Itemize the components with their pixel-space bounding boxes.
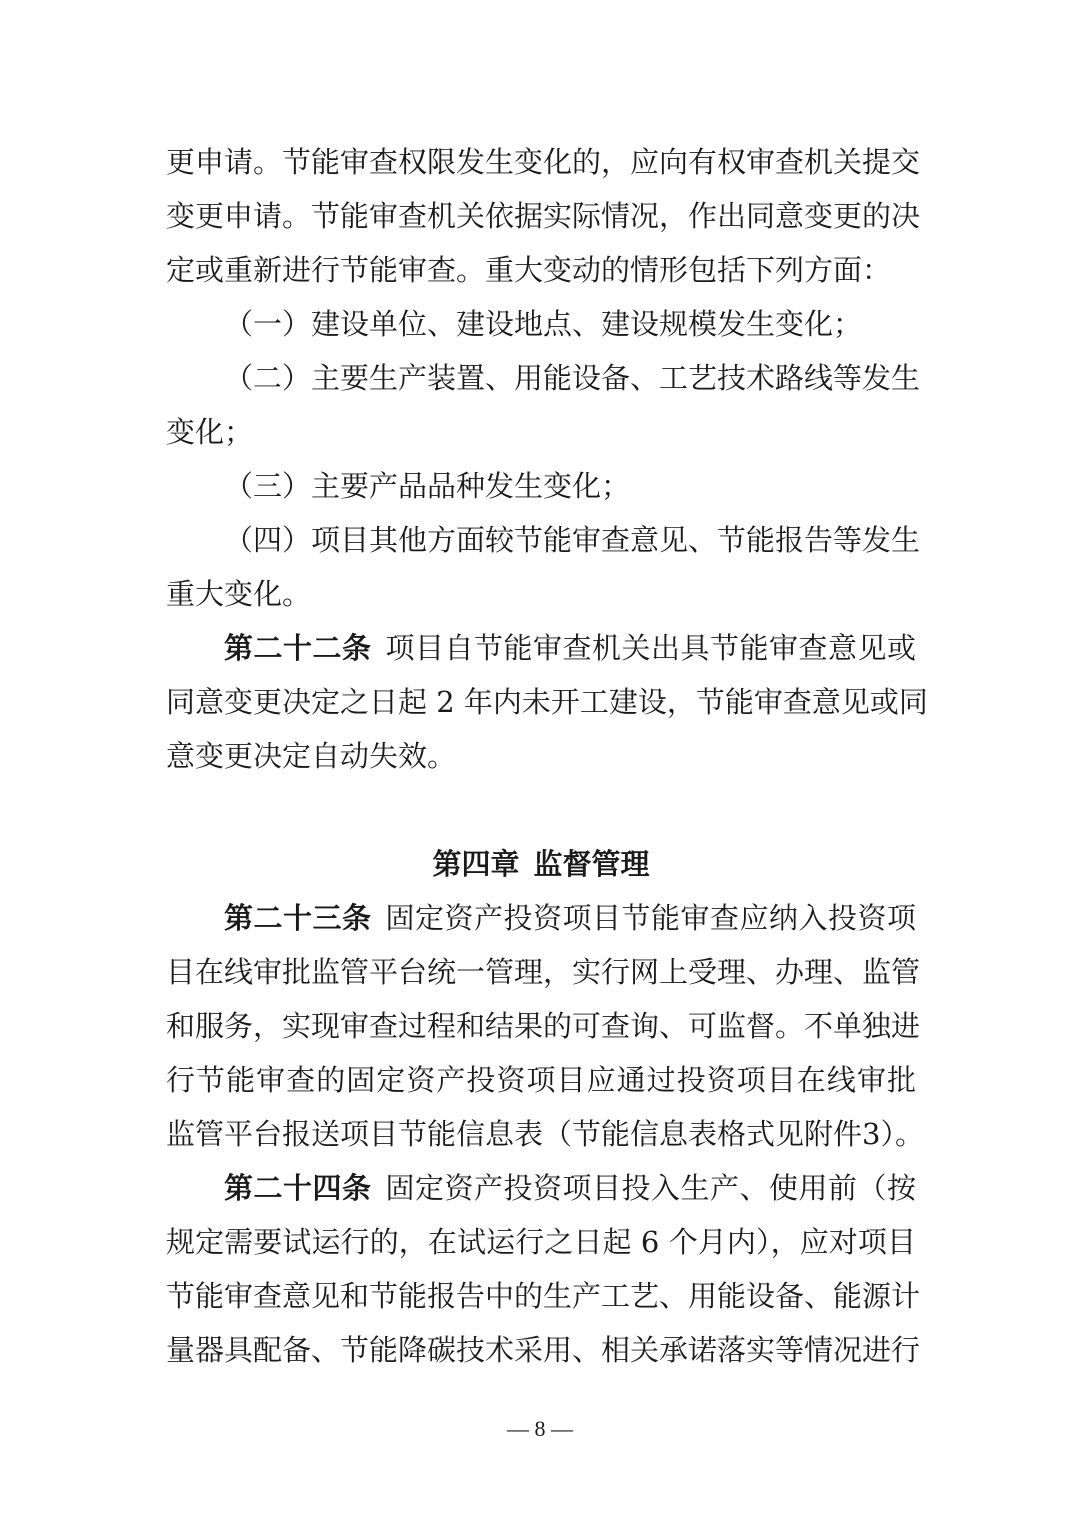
text-line: 监管平台报送项目节能信息表（节能信息表格式见附件3）。 bbox=[166, 1117, 924, 1151]
text-line: 和服务，实现审查过程和结果的可查询、可监督。不单独进 bbox=[166, 1009, 921, 1043]
list-item-1: （一）建设单位、建设地点、建设规模发生变化； bbox=[224, 307, 863, 341]
article-24 bbox=[166, 1161, 916, 1215]
text-line: 变更申请。节能审查机关依据实际情况，作出同意变更的决 bbox=[166, 199, 921, 233]
list-item-4: （四）项目其他方面较节能审查意见、节能报告等发生 bbox=[224, 523, 921, 557]
page-number: — 8 — bbox=[507, 1416, 573, 1441]
article-number: 第二十三条 bbox=[224, 901, 372, 935]
text-line: 意变更决定自动失效。 bbox=[166, 739, 457, 773]
text-line: 定或重新进行节能审查。重大变动的情形包括下列方面： bbox=[166, 253, 892, 287]
list-item-3: （三）主要产品品种发生变化； bbox=[224, 469, 631, 503]
chapter-title: 监督管理 bbox=[533, 847, 650, 881]
article-number: 第二十二条 bbox=[224, 631, 372, 665]
text-line: 更申请。节能审查权限发生变化的，应向有权审查机关提交 bbox=[166, 145, 921, 179]
spacer bbox=[166, 783, 916, 837]
document-body bbox=[166, 135, 928, 1377]
text-line: 目在线审批监管平台统一管理，实行网上受理、办理、监管 bbox=[166, 955, 921, 989]
text-line: 规定需要试运行的，在试运行之日起 6 个月内），应对项目 bbox=[166, 1225, 916, 1259]
article-22 bbox=[166, 621, 916, 675]
chapter-number: 第四章 bbox=[432, 847, 520, 881]
text-line: 重大变化。 bbox=[166, 577, 312, 611]
text-line: 同意变更决定之日起 2 年内未开工建设，节能审查意见或同 bbox=[166, 685, 928, 719]
list-item-2: （二）主要生产装置、用能设备、工艺技术路线等发生 bbox=[224, 361, 921, 395]
article-text: 项目自节能审查机关出具节能审查意见或 bbox=[385, 631, 916, 665]
text-line: 变化； bbox=[166, 415, 254, 449]
text-line: 量器具配备、节能降碳技术采用、相关承诺落实等情况进行 bbox=[166, 1333, 921, 1367]
text-line: 节能审查意见和节能报告中的生产工艺、用能设备、能源计 bbox=[166, 1279, 921, 1313]
article-text: 固定资产投资项目节能审查应纳入投资项 bbox=[385, 901, 916, 935]
article-23 bbox=[166, 891, 916, 945]
article-number: 第二十四条 bbox=[224, 1171, 372, 1205]
chapter-heading bbox=[166, 837, 916, 891]
article-text: 固定资产投资项目投入生产、使用前（按 bbox=[385, 1171, 916, 1205]
text-line: 行节能审查的固定资产投资项目应通过投资项目在线审批 bbox=[166, 1063, 916, 1097]
